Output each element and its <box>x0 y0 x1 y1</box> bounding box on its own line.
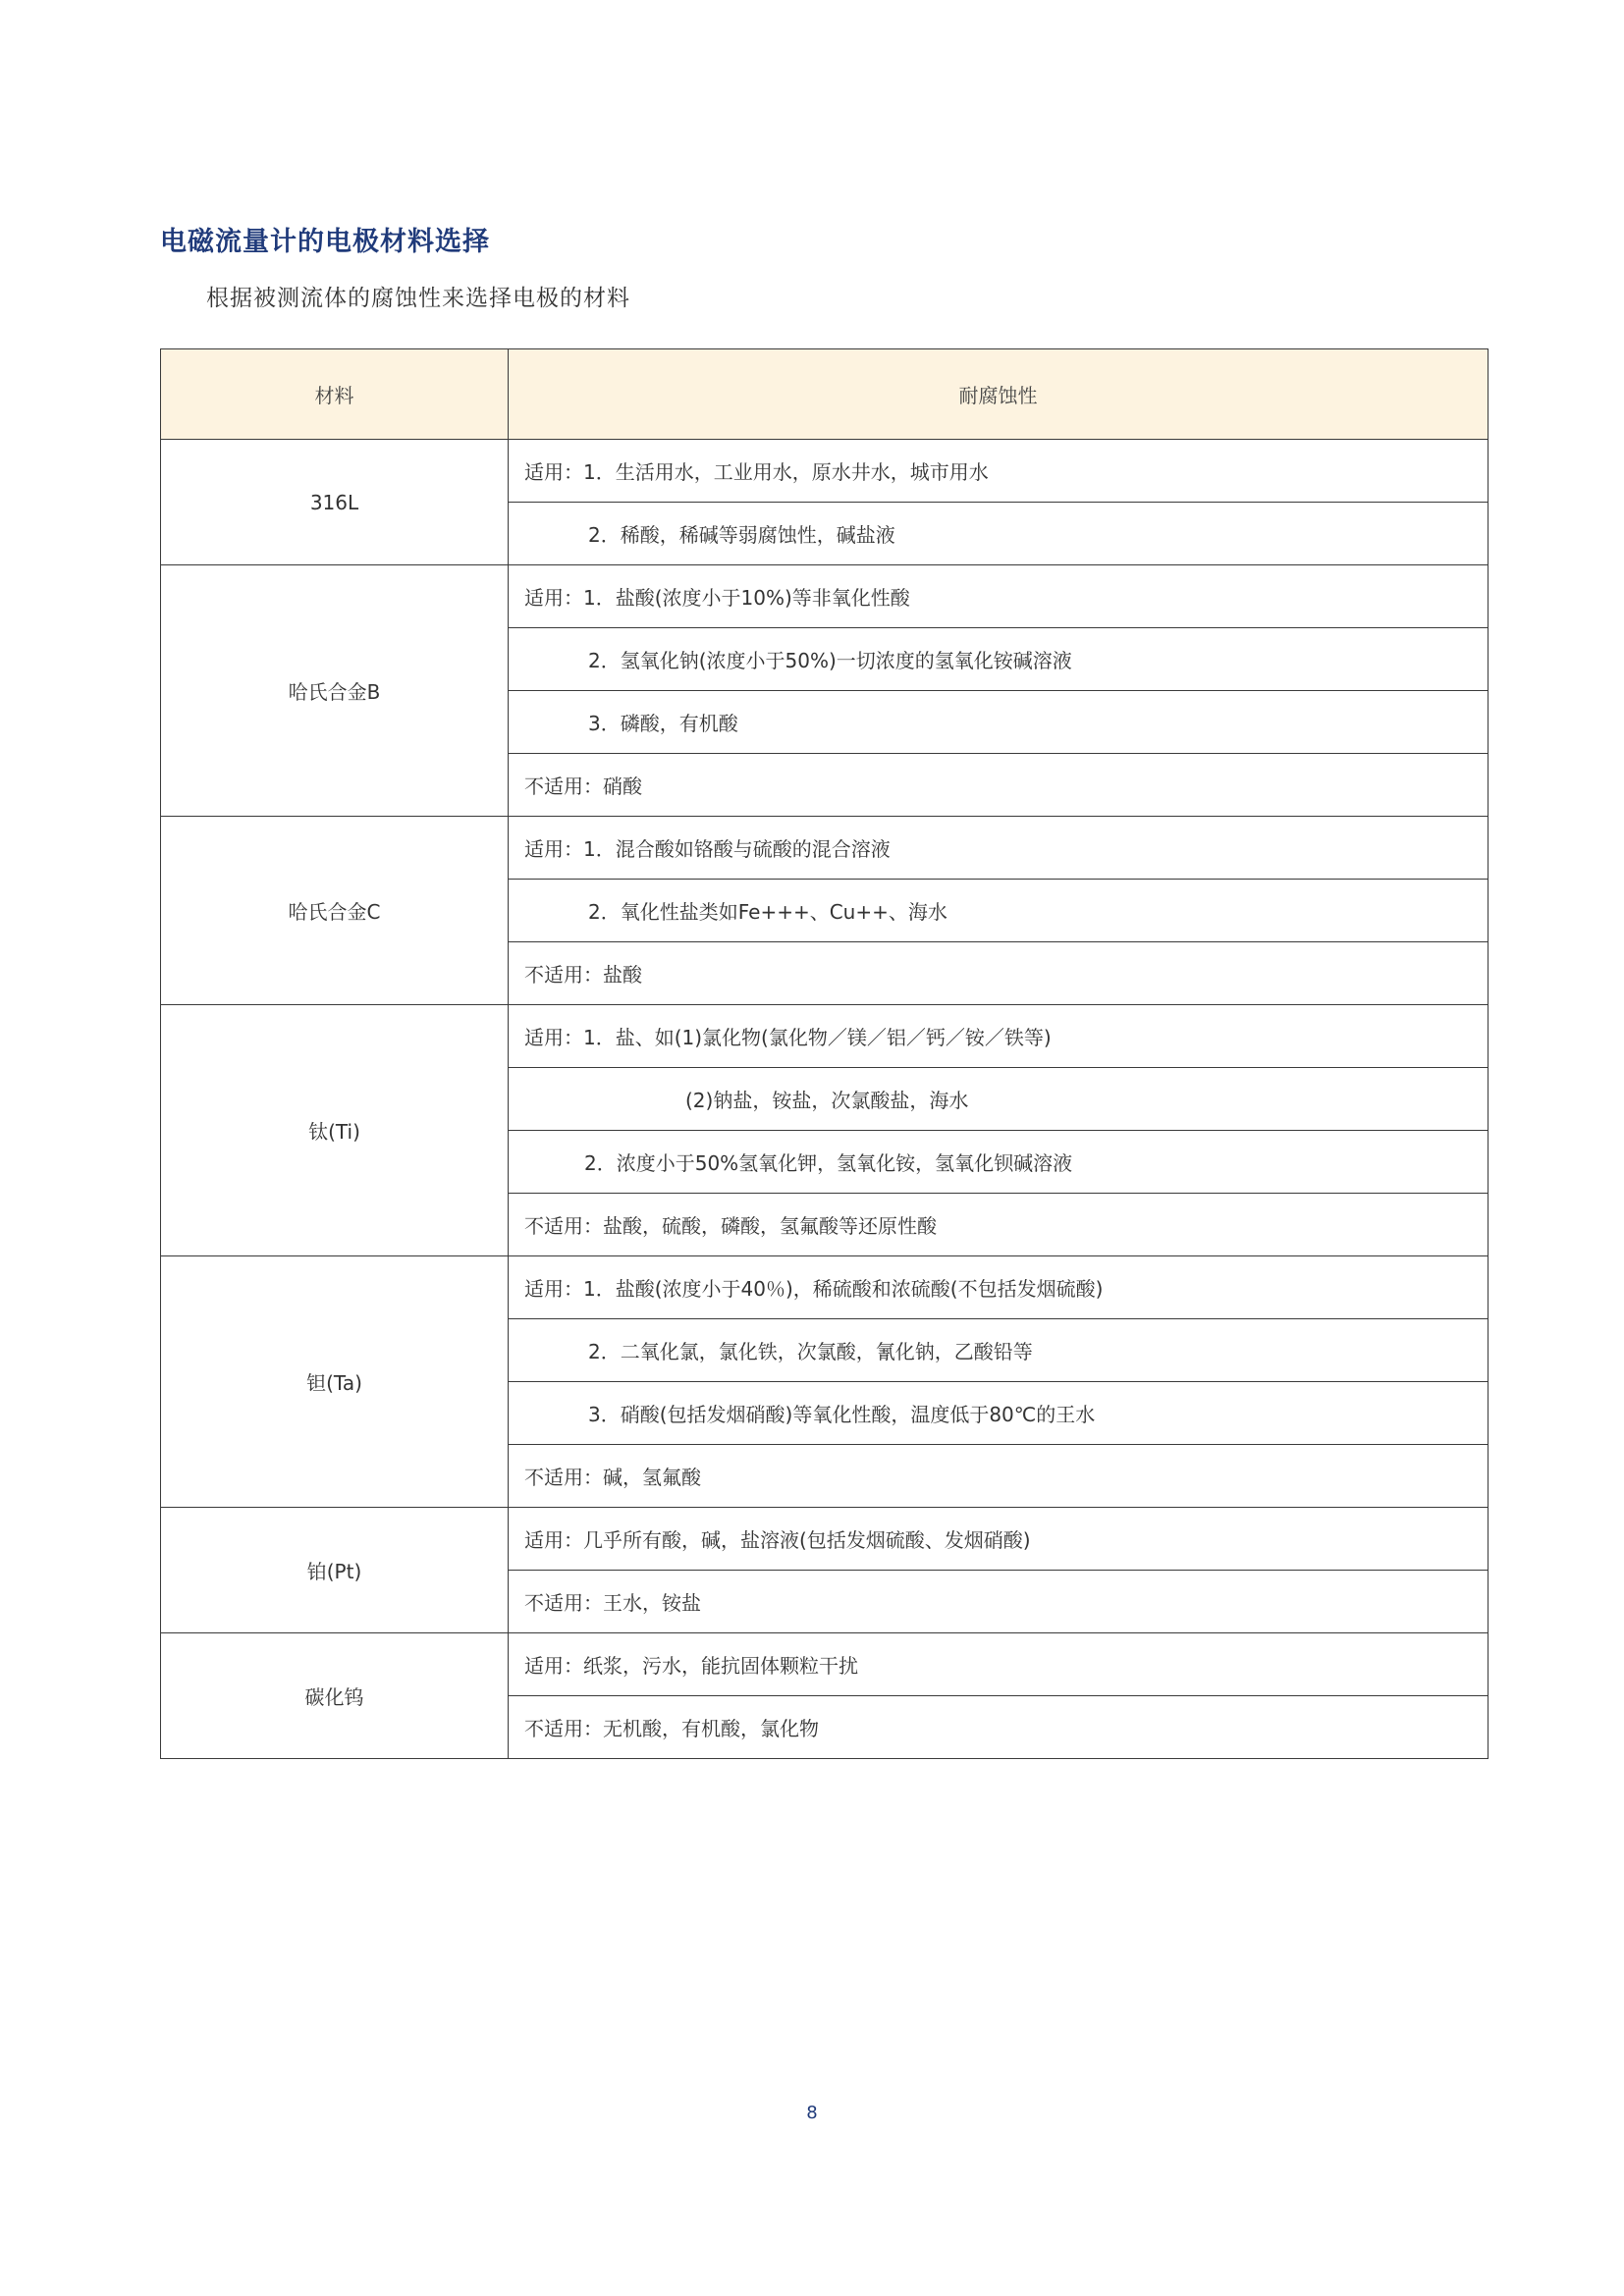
intro-text: 根据被测流体的腐蚀性来选择电极的材料 <box>206 286 630 311</box>
resistance-cell: 不适用：碱，氢氟酸 <box>509 1445 1489 1508</box>
page-number: 8 <box>806 2103 818 2123</box>
material-cell: 哈氏合金C <box>161 817 509 1005</box>
resistance-cell: 适用：1．盐、如(1)氯化物(氯化物／镁／铝／钙／铵／铁等) <box>509 1005 1489 1068</box>
table-header-row <box>161 349 1489 440</box>
resistance-cell: 3．硝酸(包括发烟硝酸)等氧化性酸，温度低于80℃的王水 <box>509 1382 1489 1445</box>
table-row <box>161 1256 1489 1319</box>
resistance-cell: 适用：1．盐酸(浓度小于40％)，稀硫酸和浓硫酸(不包括发烟硫酸) <box>509 1256 1489 1319</box>
electrode-material-table <box>160 348 1489 1759</box>
table-row <box>161 440 1489 503</box>
header-material: 材料 <box>161 349 509 440</box>
resistance-cell: 不适用：盐酸 <box>509 942 1489 1005</box>
resistance-cell: 适用：1．盐酸(浓度小于10%)等非氧化性酸 <box>509 565 1489 628</box>
material-cell: 316L <box>161 440 509 565</box>
resistance-cell: 不适用：硝酸 <box>509 754 1489 817</box>
resistance-cell: 2．二氧化氯，氯化铁，次氯酸，氰化钠，乙酸铅等 <box>509 1319 1489 1382</box>
resistance-cell: (2)钠盐，铵盐，次氯酸盐，海水 <box>509 1068 1489 1131</box>
resistance-cell: 适用：几乎所有酸，碱，盐溶液(包括发烟硫酸、发烟硝酸) <box>509 1508 1489 1571</box>
table-row <box>161 817 1489 880</box>
resistance-cell: 3．磷酸，有机酸 <box>509 691 1489 754</box>
resistance-cell: 适用：1．混合酸如铬酸与硫酸的混合溶液 <box>509 817 1489 880</box>
material-cell: 哈氏合金B <box>161 565 509 817</box>
resistance-cell: 不适用：盐酸，硫酸，磷酸，氢氟酸等还原性酸 <box>509 1194 1489 1256</box>
table-row <box>161 1508 1489 1571</box>
page-title: 电磁流量计的电极材料选择 <box>160 227 490 257</box>
material-cell: 钛(Ti) <box>161 1005 509 1256</box>
resistance-cell: 适用：纸浆，污水，能抗固体颗粒干扰 <box>509 1633 1489 1696</box>
material-cell: 碳化钨 <box>161 1633 509 1759</box>
material-cell: 钽(Ta) <box>161 1256 509 1508</box>
resistance-cell: 不适用：王水，铵盐 <box>509 1571 1489 1633</box>
resistance-cell: 2．氢氧化钠(浓度小于50%)一切浓度的氢氧化铵碱溶液 <box>509 628 1489 691</box>
table-row <box>161 565 1489 628</box>
material-cell: 铂(Pt) <box>161 1508 509 1633</box>
resistance-cell: 适用：1．生活用水，工业用水，原水井水，城市用水 <box>509 440 1489 503</box>
table-row <box>161 1005 1489 1068</box>
table-row <box>161 1633 1489 1696</box>
resistance-cell: 2．氧化性盐类如Fe+++、Cu++、海水 <box>509 880 1489 942</box>
resistance-cell: 2．浓度小于50%氢氧化钾，氢氧化铵，氢氧化钡碱溶液 <box>509 1131 1489 1194</box>
header-corrosion-resistance: 耐腐蚀性 <box>509 349 1489 440</box>
resistance-cell: 不适用：无机酸，有机酸，氯化物 <box>509 1696 1489 1759</box>
resistance-cell: 2．稀酸，稀碱等弱腐蚀性，碱盐液 <box>509 503 1489 565</box>
